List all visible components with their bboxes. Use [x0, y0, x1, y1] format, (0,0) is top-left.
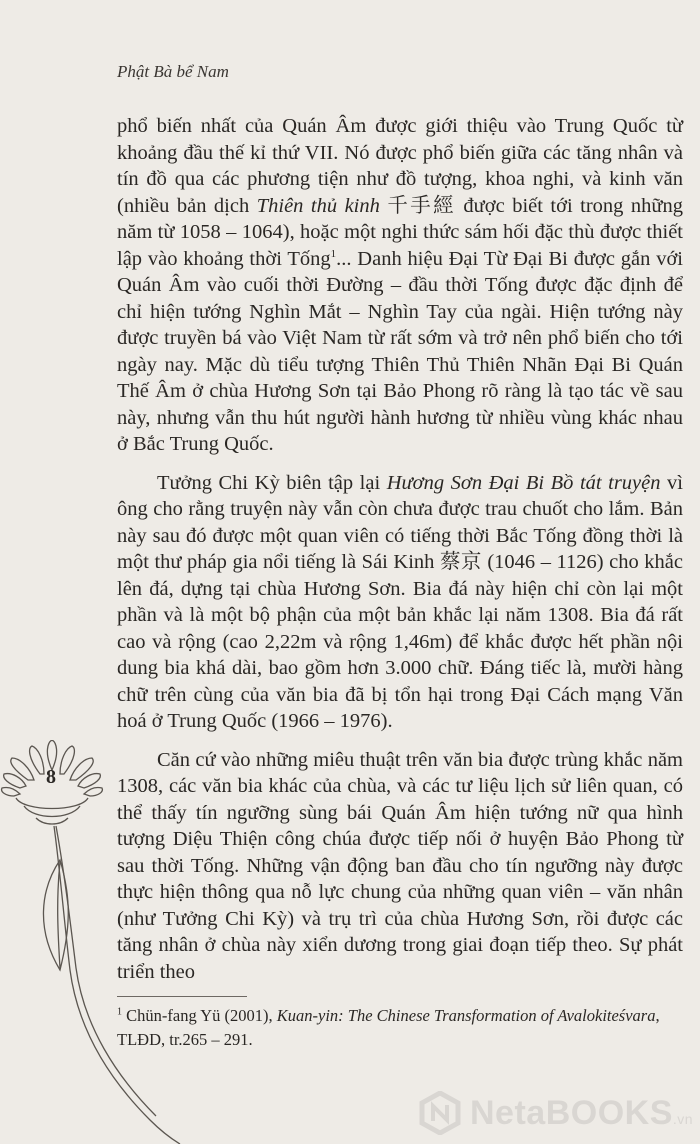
footnote-reference: 1 — [330, 247, 337, 260]
text-run: Chün-fang Yü (2001), — [122, 1006, 277, 1025]
running-header: Phật Bà bể Nam — [117, 62, 229, 81]
body-text — [117, 113, 683, 985]
page-number: 8 — [46, 766, 56, 788]
text-run: Kuan-yin: The Chinese Transformation of Avalokiteśvara — [276, 1006, 656, 1025]
watermark-text: NetaBOOKS.vn — [470, 1093, 694, 1132]
text-run: Tưởng Chi Kỳ biên tập lại — [157, 471, 387, 494]
footnote — [117, 1004, 683, 1052]
watermark — [418, 1090, 693, 1136]
lotus-ornament-icon — [0, 740, 190, 1144]
netabooks-logo-icon — [418, 1091, 462, 1135]
text-run: Căn cứ vào những miêu thuật trên văn bia được trùng khắc năm 1308, các văn bia khác của chùa, và các tư liệu lịch sử liên quan, có thể thấy tín ngưỡng sùng bái Quán Âm hiện tướng nữ qua hình tượng Diệu Thiện công chúa được tiếp nối ở huyện Bảo Phong từ sau thời Tống. Những vận động ban đầu cho tín ngưỡng này được thực hiện thông qua nỗ lực chung của những quan viên – văn nhân (như Tưởng Chi Kỳ) và trụ trì của chùa Hương Sơn, rồi được các tăng nhân ở chùa này xiển dương trong giai đoạn tiếp theo. Sự phát triển theo — [117, 748, 683, 983]
text-run: Thiên thủ kinh — [256, 194, 380, 217]
text-run: ... Danh hiệu Đại Từ Đại Bi được gắn với Quán Âm vào cuối thời Đường – đầu thời Tống được đặc định để chỉ hiện tướng Nghìn Mắt – Nghìn Tay của ngài. Hiện tướng này được truyền bá vào Việt Nam từ rất sớm và trở nên phổ biến cho tới ngày nay. Mặc dù tiểu tượng Thiên Thủ Thiên Nhãn Đại Bi Quán Thế Âm ở chùa Hương Sơn tại Bảo Phong rõ ràng là tạo tác về sau này, nhưng vẫn thu hút người hành hương từ nhiều vùng khác nhau ở Bắc Trung Quốc. — [117, 247, 683, 455]
text-run: Hương Sơn Đại Bi Bồ tát truyện — [386, 471, 661, 494]
text-run: vì ông cho rằng truyện này vẫn còn chưa được trau chuốt cho lắm. Bản này sau đó được một quan viên có tiếng thời Bắc Tống đồng thời là một thư pháp gia nổi tiếng là Sái Kinh 蔡京 (1046 – 1126) cho khắc lên đá, dựng tại chùa Hương Sơn. Bia đá này hiện chỉ còn lại một phần và là một bộ phận của một bản khắc lại năm 1308. Bia đá rất cao và rộng (cao 2,22m và rộng 1,46m) để khắc được hết phần nội dung bia khá dài, bao gồm hơn 3.000 chữ. Đáng tiếc là, mười hàng chữ trên cùng của văn bia đã bị tổn hại trong Đại Cách mạng Văn hoá ở Trung Quốc (1966 – 1976). — [117, 471, 683, 732]
text-run: , TLĐD, tr.265 – 291. — [117, 1006, 660, 1049]
footnote-mark: 1 — [117, 1006, 122, 1018]
paragraph — [117, 113, 683, 458]
paragraph — [117, 470, 683, 735]
paragraph — [117, 747, 683, 986]
text-run: 千手經 được biết tới trong những năm từ 1058 – 1064), hoặc một nghi thức sám hối đặc thù được thiết lập vào khoảng thời Tống — [117, 194, 684, 270]
text-run: phổ biến nhất của Quán Âm được giới thiệu vào Trung Quốc từ khoảng đầu thế kỉ thứ VII. Nó được phổ biến giữa các tăng nhân và tín đồ qua các phương tiện như đồ tượng, khoa nghi, và kinh văn (nhiều bản dịch — [117, 115, 683, 217]
